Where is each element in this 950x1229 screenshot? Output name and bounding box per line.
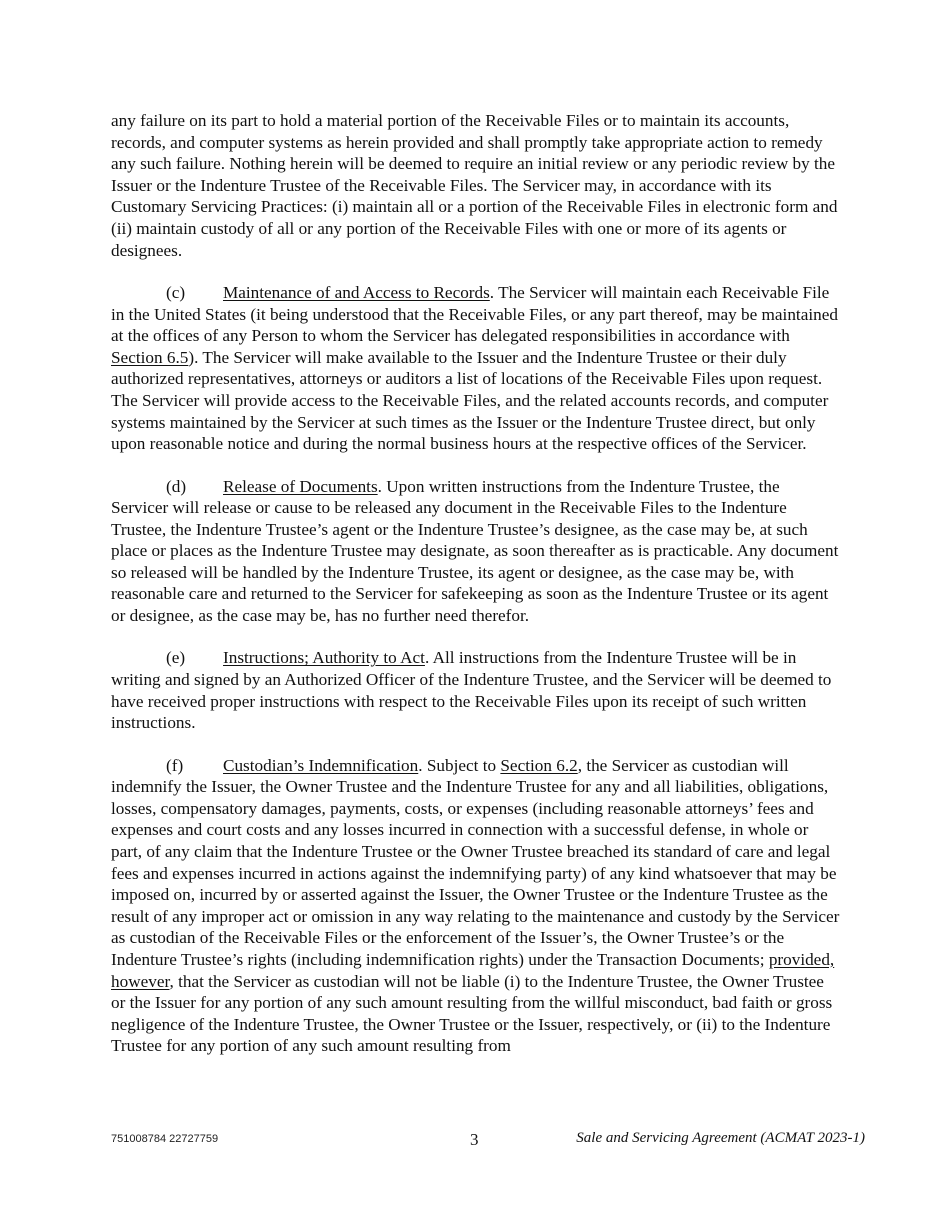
paragraph-text: . The Servicer will maintain each Receivable File in the United States (it being understood that the Receivable Files, or any part thereof, may be maintained at the offices of any Person to whom the Servicer has delegated responsibilities in accordance with — [111, 282, 838, 346]
section-heading: Maintenance of and Access to Records — [223, 282, 490, 302]
paragraph-f — [111, 755, 841, 1057]
proviso-term: provided, however — [111, 949, 835, 991]
paragraph-text: , the Servicer as custodian will indemnify the Issuer, the Owner Trustee and the Indenture Trustee for any and all liabilities, obligations, losses, compensatory damages, payments, costs, or expenses (including reasonable attorneys’ fees and expenses and court costs and any losses incurred in connection with a successful defense, in whole or part, of any claim that the Indenture Trustee or the Owner Trustee breached its standard of care and legal fees and expenses incurred in actions against the indemnifying party) of any kind whatsoever that may be imposed on, incurred by or asserted against the Issuer, the Owner Trustee or the Indenture Trustee as the result of any improper act or omission in any way relating to the maintenance and custody by the Servicer as custodian of the Receivable Files or the enforcement of the Issuer’s, the Owner Trustee’s or the Indenture Trustee’s rights (including indemnification rights) under the Transaction Documents; — [111, 755, 840, 969]
section-label: (f) — [166, 755, 184, 775]
paragraph-text: . All instructions from the Indenture Trustee will be in writing and signed by an Authorized Officer of the Indenture Trustee, and the Servicer will be deemed to have received proper instructions with respect to the Receivable Files upon its receipt of such written instructions. — [111, 648, 832, 733]
paragraph-text: . Subject to — [418, 755, 501, 775]
section-heading: Custodian’s Indemnification — [223, 755, 419, 775]
footer-page-number: 3 — [470, 1130, 479, 1149]
paragraph-d — [111, 476, 841, 627]
paragraph-text: , that the Servicer as custodian will not be liable (i) to the Indenture Trustee, the Owner Trustee or the Issuer for any portion of any such amount resulting from the willful misconduct, bad faith or gross negligence of the Indenture Trustee, the Owner Trustee or the Issuer, respectively, or (ii) to the Indenture Trustee for any portion of any such amount resulting from — [111, 971, 833, 1056]
section-label: (d) — [166, 476, 187, 496]
section-label: (e) — [166, 648, 186, 668]
paragraph-c — [111, 282, 841, 455]
section-heading: Release of Documents — [223, 476, 378, 496]
paragraph-text: ). The Servicer will make available to the Issuer and the Indenture Trustee or their duly authorized representatives, attorneys or auditors a list of locations of the Receivable Files upon request. The Servicer will provide access to the Receivable Files, and the related accounts records, and computer systems maintained by the Servicer at such times as the Issuer or the Indenture Trustee direct, but only upon reasonable notice and during the normal business hours at the respective offices of the Servicer. — [111, 347, 829, 454]
paragraph-continuation — [111, 110, 841, 261]
document-body — [111, 110, 841, 1078]
paragraph-text: . Upon written instructions from the Indenture Trustee, the Servicer will release or cause to be released any document in the Receivable Files to the Indenture Trustee, the Indenture Trustee’s agent or the Indenture Trustee’s designee, as the case may be, at such place or places as the Indenture Trustee may designate, as soon thereafter as is practicable. Any document so released will be handled by the Indenture Trustee, its agent or designee, as the case may be, with reasonable care and returned to the Servicer for safekeeping as soon as the Indenture Trustee or its agent or designee, as the case may be, has no further need therefor. — [111, 476, 839, 626]
footer-document-title: Sale and Servicing Agreement (ACMAT 2023-1) — [576, 1130, 865, 1146]
section-label: (c) — [166, 282, 186, 302]
paragraph-text: any failure on its part to hold a material portion of the Receivable Files or to maintain its accounts, records, and computer systems as herein provided and shall promptly take appropriate action to remedy any such failure. Nothing herein will be deemed to require an initial review or any periodic review by the Issuer or the Indenture Trustee of the Receivable Files. The Servicer may, in accordance with its Customary Servicing Practices: (i) maintain all or a portion of the Receivable Files in electronic form and (ii) maintain custody of all or any portion of the Receivable Files with one or more of its agents or designees. — [111, 111, 838, 260]
paragraph-e — [111, 647, 841, 733]
section-heading: Instructions; Authority to Act — [223, 648, 425, 668]
footer-document-id: 751008784 22727759 — [111, 1133, 219, 1145]
section-reference: Section 6.5 — [111, 347, 189, 367]
section-reference: Section 6.2 — [500, 755, 578, 775]
